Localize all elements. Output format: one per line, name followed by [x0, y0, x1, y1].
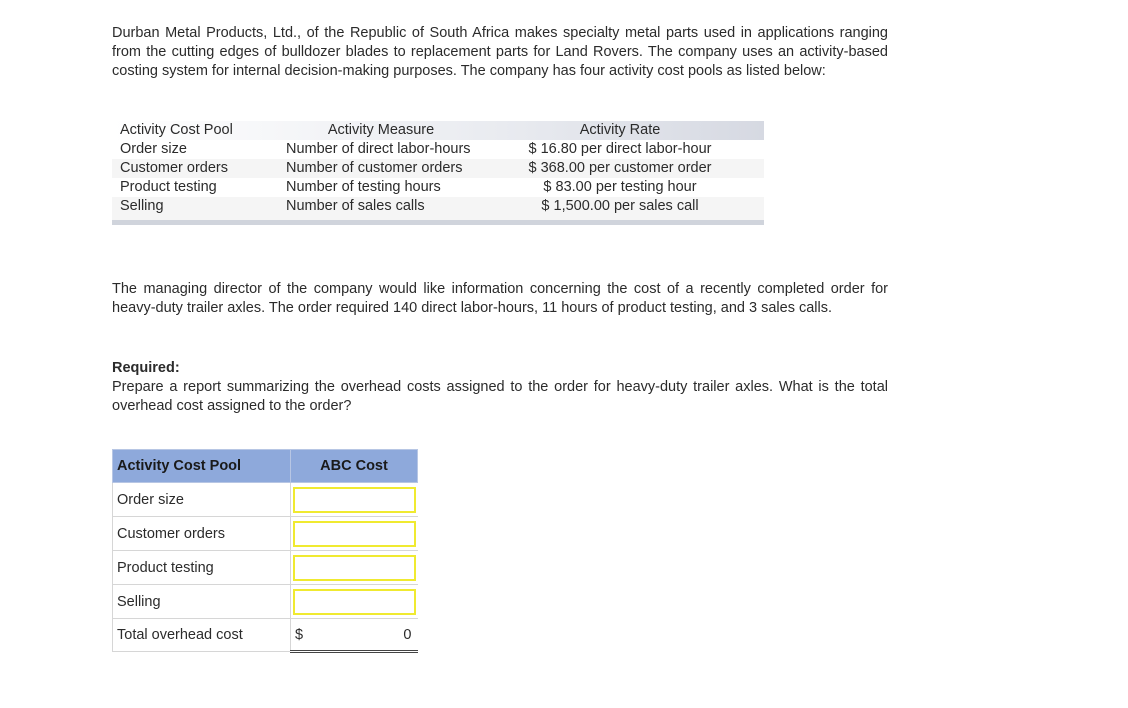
order-size-cost-input[interactable]	[293, 487, 416, 513]
answer-cost-cell	[291, 585, 418, 619]
rates-rate-cell: $ 83.00 per testing hour	[543, 179, 697, 195]
total-value: 0	[403, 626, 412, 643]
product-testing-cost-input[interactable]	[293, 555, 416, 581]
table-row	[112, 140, 764, 159]
table-row	[112, 197, 764, 223]
intro-paragraph: Durban Metal Products, Ltd., of the Republic of South Africa makes specialty metal parts used in applications ranging from the cutting edges of bulldozer blades to replacement parts for Land Rovers. The company uses an activity-based costing system for internal decision-making purposes. The company has four activity cost pools as listed below:	[112, 25, 888, 79]
answer-pool-label: Customer orders	[113, 517, 291, 551]
required-text: Prepare a report summarizing the overhead costs assigned to the order for heavy-duty trailer axles. What is the total overhead cost assigned to the order?	[112, 379, 888, 414]
rates-pool-cell: Selling	[120, 198, 164, 214]
total-currency: $	[295, 626, 304, 643]
rates-rate-cell: $ 16.80 per direct labor-hour	[528, 141, 712, 157]
answer-pool-label: Product testing	[113, 551, 291, 585]
required-section	[112, 359, 888, 416]
table-row	[113, 517, 418, 551]
answer-header-row	[113, 450, 418, 483]
answer-cost-cell	[291, 551, 418, 585]
rates-header-measure: Activity Measure	[327, 122, 435, 138]
total-row	[113, 619, 418, 652]
rates-header-rate: Activity Rate	[579, 122, 661, 138]
answer-pool-label: Selling	[113, 585, 291, 619]
customer-orders-cost-input[interactable]	[293, 521, 416, 547]
total-label: Total overhead cost	[113, 619, 291, 652]
activity-rates-table	[112, 121, 764, 225]
total-cost-cell	[291, 619, 418, 652]
rates-pool-cell: Order size	[120, 141, 187, 157]
answer-pool-label: Order size	[113, 483, 291, 517]
rates-rate-cell: $ 1,500.00 per sales call	[541, 198, 699, 214]
table-row	[113, 551, 418, 585]
table-row	[113, 585, 418, 619]
answer-cost-cell	[291, 483, 418, 517]
rates-rate-cell: $ 368.00 per customer order	[528, 160, 712, 176]
rates-pool-cell: Customer orders	[120, 160, 228, 176]
abc-cost-answer-table	[112, 449, 418, 653]
managing-director-paragraph: The managing director of the company would like information concerning the cost of a recently completed order for heavy-duty trailer axles. The order required 140 direct labor-hours, 11 hours of product testing, and 3 sales calls.	[112, 281, 888, 316]
rates-measure-cell: Number of customer orders	[286, 160, 463, 176]
answer-header-cost: ABC Cost	[291, 450, 418, 483]
table-row	[112, 159, 764, 178]
answer-header-pool: Activity Cost Pool	[113, 450, 291, 483]
rates-header-row	[112, 121, 764, 140]
rates-measure-cell: Number of direct labor-hours	[286, 141, 471, 157]
rates-pool-cell: Product testing	[120, 179, 217, 195]
rates-measure-cell: Number of sales calls	[286, 198, 425, 214]
table-row	[112, 178, 764, 197]
rates-measure-cell: Number of testing hours	[286, 179, 441, 195]
selling-cost-input[interactable]	[293, 589, 416, 615]
rates-header-pool: Activity Cost Pool	[120, 122, 233, 138]
required-heading: Required:	[112, 360, 180, 376]
answer-cost-cell	[291, 517, 418, 551]
table-row	[113, 483, 418, 517]
